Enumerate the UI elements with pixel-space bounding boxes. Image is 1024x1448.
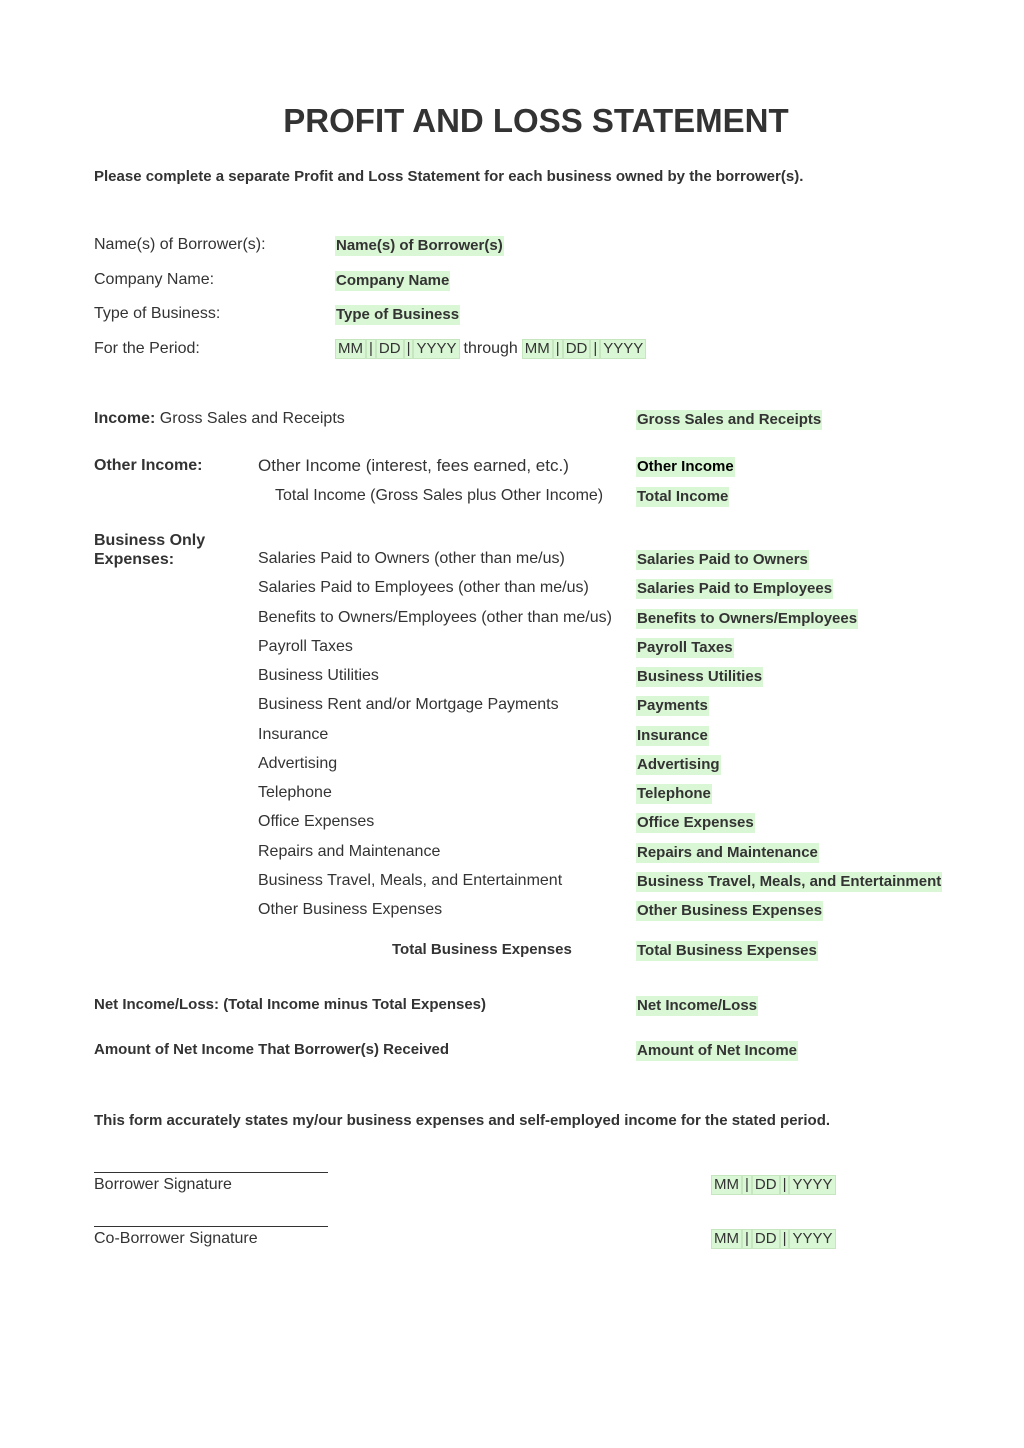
period-label: For the Period: xyxy=(94,340,200,357)
income-row xyxy=(94,410,345,428)
expense-field[interactable]: Office Expenses xyxy=(637,814,754,831)
date-cell: | xyxy=(742,1175,752,1195)
expense-desc: Payroll Taxes xyxy=(258,638,353,655)
borrowers-field[interactable]: Name(s) of Borrower(s) xyxy=(336,237,503,254)
expense-field[interactable]: Business Utilities xyxy=(637,668,763,685)
expense-desc: Advertising xyxy=(258,755,338,772)
date-cell: YYYY xyxy=(789,1175,835,1195)
co-borrower-signature-label: Co-Borrower Signature xyxy=(94,1230,258,1247)
expense-field[interactable]: Salaries Paid to Employees xyxy=(637,580,833,597)
expense-desc: Business Travel, Meals, and Entertainment xyxy=(258,872,563,889)
company-label: Company Name: xyxy=(94,271,215,288)
expense-field[interactable]: Payments xyxy=(637,697,708,714)
business-type-field[interactable]: Type of Business xyxy=(336,306,460,323)
income-desc: Gross Sales and Receipts xyxy=(159,410,345,427)
expense-desc: Benefits to Owners/Employees (other than me/us) xyxy=(258,609,612,626)
expense-desc: Salaries Paid to Owners (other than me/us) xyxy=(258,550,565,567)
expense-field[interactable]: Payroll Taxes xyxy=(637,639,733,656)
date-cell: MM xyxy=(711,1175,742,1195)
net-income-field[interactable]: Net Income/Loss xyxy=(637,997,758,1014)
income-field[interactable]: Gross Sales and Receipts xyxy=(637,411,822,428)
expense-field[interactable]: Telephone xyxy=(637,785,711,802)
expenses-label xyxy=(94,531,205,569)
net-income-label: Net Income/Loss: (Total Income minus Total Expenses) xyxy=(94,996,487,1013)
expense-desc: Business Utilities xyxy=(258,667,379,684)
expense-field[interactable]: Other Business Expenses xyxy=(637,902,823,919)
expense-desc: Telephone xyxy=(258,784,332,801)
period-range xyxy=(335,339,646,359)
date-cell: YYYY xyxy=(600,339,646,359)
expense-field[interactable]: Benefits to Owners/Employees xyxy=(637,610,858,627)
date-cell: MM xyxy=(335,339,366,359)
other-income-label: Other Income: xyxy=(94,457,203,474)
period-start-date[interactable] xyxy=(335,339,460,359)
date-cell: YYYY xyxy=(413,339,459,359)
expense-desc: Repairs and Maintenance xyxy=(258,843,441,860)
other-income-field[interactable]: Other Income xyxy=(637,458,734,475)
date-cell: | xyxy=(553,339,563,359)
expense-desc: Business Rent and/or Mortgage Payments xyxy=(258,696,559,713)
instructions-text: Please complete a separate Profit and Loss Statement for each business owned by the borrower(s). xyxy=(94,168,804,185)
date-cell: DD xyxy=(376,339,404,359)
date-cell: | xyxy=(590,339,600,359)
received-field[interactable]: Amount of Net Income xyxy=(637,1042,797,1059)
total-income-field[interactable]: Total Income xyxy=(637,488,729,505)
date-cell: DD xyxy=(563,339,591,359)
date-cell: | xyxy=(780,1175,790,1195)
expense-desc: Insurance xyxy=(258,726,329,743)
date-cell: | xyxy=(780,1229,790,1249)
business-type-label: Type of Business: xyxy=(94,305,221,322)
expense-field[interactable]: Salaries Paid to Owners xyxy=(637,551,808,568)
borrowers-label: Name(s) of Borrower(s): xyxy=(94,236,266,253)
expense-field[interactable]: Insurance xyxy=(637,727,708,744)
date-cell: MM xyxy=(711,1229,742,1249)
date-cell: YYYY xyxy=(789,1229,835,1249)
borrower-signature-label: Borrower Signature xyxy=(94,1176,232,1193)
period-end-date[interactable] xyxy=(522,339,647,359)
other-income-desc: Other Income (interest, fees earned, etc.) xyxy=(258,456,569,475)
company-field[interactable]: Company Name xyxy=(336,272,450,289)
expense-desc: Salaries Paid to Employees (other than me/us) xyxy=(258,579,589,596)
co-borrower-signature-date[interactable] xyxy=(711,1229,836,1249)
co-borrower-signature-line[interactable] xyxy=(94,1226,328,1227)
total-expenses-label: Total Business Expenses xyxy=(392,941,572,958)
borrower-signature-date[interactable] xyxy=(711,1175,836,1195)
date-cell: | xyxy=(742,1229,752,1249)
expense-desc: Other Business Expenses xyxy=(258,901,443,918)
income-label: Income: xyxy=(94,410,156,427)
date-cell: DD xyxy=(752,1175,780,1195)
through-text: through xyxy=(463,340,518,357)
page-title: PROFIT AND LOSS STATEMENT xyxy=(283,102,789,139)
date-cell: DD xyxy=(752,1229,780,1249)
expense-field[interactable]: Repairs and Maintenance xyxy=(637,844,818,861)
date-cell: | xyxy=(366,339,376,359)
total-income-desc: Total Income (Gross Sales plus Other Income) xyxy=(275,487,604,504)
received-label: Amount of Net Income That Borrower(s) Received xyxy=(94,1041,450,1058)
total-expenses-field[interactable]: Total Business Expenses xyxy=(637,942,817,959)
expense-field[interactable]: Business Travel, Meals, and Entertainment xyxy=(637,873,942,890)
borrower-signature-line[interactable] xyxy=(94,1172,328,1173)
date-cell: | xyxy=(404,339,414,359)
date-cell: MM xyxy=(522,339,553,359)
attestation-text: This form accurately states my/our business expenses and self-employed income for the stated period. xyxy=(94,1112,831,1129)
expense-desc: Office Expenses xyxy=(258,813,375,830)
expenses-label-line1: Business Only xyxy=(94,532,206,549)
expense-field[interactable]: Advertising xyxy=(637,756,720,773)
expenses-label-line2: Expenses: xyxy=(94,551,175,568)
